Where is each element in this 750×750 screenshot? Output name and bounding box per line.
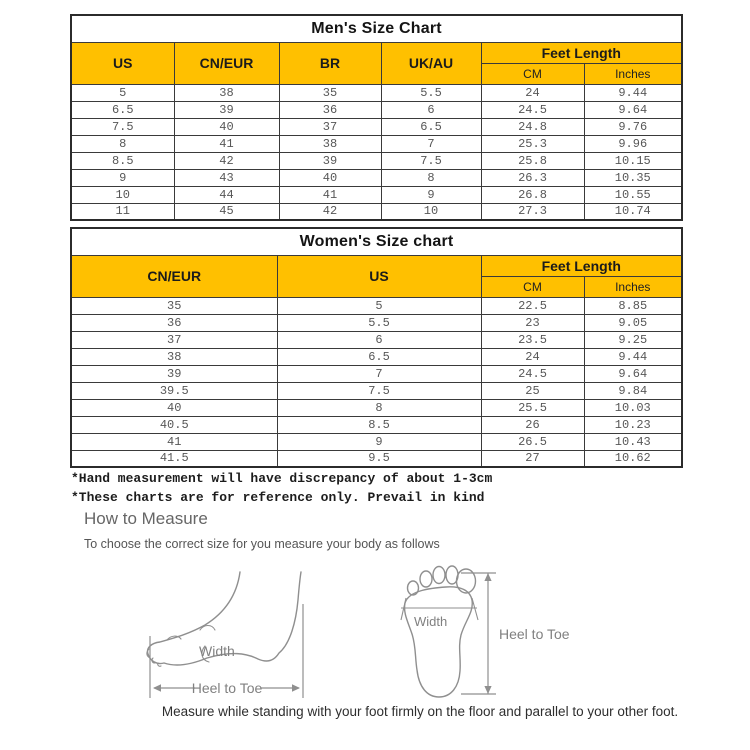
table-cell: 7	[381, 135, 481, 152]
table-cell: 42	[279, 203, 381, 220]
mens-table-row	[71, 135, 682, 152]
table-cell: 25.3	[481, 135, 584, 152]
table-cell: 8.85	[584, 297, 682, 314]
mens-size-table	[70, 14, 683, 221]
col-header-cm: CM	[481, 63, 584, 84]
table-cell: 44	[174, 186, 279, 203]
table-cell: 27	[481, 450, 584, 467]
womens-table-row	[71, 450, 682, 467]
table-cell: 24	[481, 348, 584, 365]
col-header-feet-length: Feet Length	[481, 42, 682, 63]
table-cell: 36	[71, 314, 277, 331]
sole-heel-to-toe-label: Heel to Toe	[499, 626, 570, 642]
col-header-us: US	[277, 255, 481, 297]
table-cell: 9.05	[584, 314, 682, 331]
col-header-feet-length: Feet Length	[481, 255, 682, 276]
col-header-us: US	[71, 42, 174, 84]
table-cell: 35	[279, 84, 381, 101]
table-cell: 40	[279, 169, 381, 186]
table-cell: 9	[381, 186, 481, 203]
table-cell: 45	[174, 203, 279, 220]
table-cell: 10	[381, 203, 481, 220]
table-cell: 5.5	[277, 314, 481, 331]
table-cell: 26.5	[481, 433, 584, 450]
table-cell: 6.5	[277, 348, 481, 365]
measure-instruction-footer: Measure while standing with your foot firmly on the floor and parallel to your other foot.	[161, 704, 679, 719]
table-cell: 10.74	[584, 203, 682, 220]
table-cell: 40.5	[71, 416, 277, 433]
table-cell: 9.76	[584, 118, 682, 135]
womens-table-row	[71, 348, 682, 365]
table-cell: 35	[71, 297, 277, 314]
table-cell: 23.5	[481, 331, 584, 348]
womens-size-table	[70, 227, 683, 468]
table-cell: 23	[481, 314, 584, 331]
table-cell: 9	[277, 433, 481, 450]
table-cell: 41	[174, 135, 279, 152]
table-cell: 38	[71, 348, 277, 365]
table-cell: 42	[174, 152, 279, 169]
mens-table-header-row	[71, 42, 682, 63]
table-cell: 10.03	[584, 399, 682, 416]
table-cell: 26.3	[481, 169, 584, 186]
table-cell: 10.62	[584, 450, 682, 467]
table-cell: 37	[71, 331, 277, 348]
mens-table-row	[71, 152, 682, 169]
table-cell: 9	[71, 169, 174, 186]
table-cell: 41	[71, 433, 277, 450]
foot-sole-view-diagram	[400, 558, 635, 706]
table-cell: 8	[277, 399, 481, 416]
col-header-uk-au: UK/AU	[381, 42, 481, 84]
table-cell: 43	[174, 169, 279, 186]
how-to-measure-subtitle: To choose the correct size for you measure your body as follows	[84, 537, 440, 551]
table-cell: 25.8	[481, 152, 584, 169]
table-cell: 39	[279, 152, 381, 169]
table-cell: 40	[71, 399, 277, 416]
table-cell: 10.23	[584, 416, 682, 433]
table-cell: 6.5	[71, 101, 174, 118]
womens-table-row	[71, 382, 682, 399]
table-cell: 8.5	[277, 416, 481, 433]
mens-table-row	[71, 186, 682, 203]
womens-table-row	[71, 297, 682, 314]
table-cell: 7.5	[381, 152, 481, 169]
table-cell: 9.64	[584, 365, 682, 382]
mens-table-row	[71, 84, 682, 101]
mens-table-row	[71, 203, 682, 220]
mens-table-title: Men's Size Chart	[71, 15, 682, 42]
side-width-label: Width	[199, 643, 235, 659]
womens-table-row	[71, 399, 682, 416]
table-cell: 9.44	[584, 348, 682, 365]
table-cell: 22.5	[481, 297, 584, 314]
table-cell: 9.96	[584, 135, 682, 152]
table-cell: 10.55	[584, 186, 682, 203]
table-cell: 9.84	[584, 382, 682, 399]
table-cell: 7.5	[277, 382, 481, 399]
col-header-br: BR	[279, 42, 381, 84]
womens-table-row	[71, 331, 682, 348]
table-cell: 25.5	[481, 399, 584, 416]
womens-table-title: Women's Size chart	[71, 228, 682, 255]
table-cell: 5	[277, 297, 481, 314]
table-cell: 24.5	[481, 365, 584, 382]
table-cell: 6	[277, 331, 481, 348]
womens-table-header-row	[71, 255, 682, 276]
table-cell: 5	[71, 84, 174, 101]
table-cell: 8	[381, 169, 481, 186]
table-cell: 26.8	[481, 186, 584, 203]
table-cell: 10	[71, 186, 174, 203]
table-cell: 6	[381, 101, 481, 118]
womens-table-row	[71, 433, 682, 450]
notes-block	[71, 469, 492, 507]
mens-table-title-row	[71, 15, 682, 42]
table-cell: 37	[279, 118, 381, 135]
table-cell: 9.44	[584, 84, 682, 101]
table-cell: 39	[71, 365, 277, 382]
table-cell: 24.5	[481, 101, 584, 118]
table-cell: 9.5	[277, 450, 481, 467]
col-header-inches: Inches	[584, 63, 682, 84]
table-cell: 41.5	[71, 450, 277, 467]
how-to-measure-title: How to Measure	[84, 509, 208, 528]
col-header-cm: CM	[481, 276, 584, 297]
table-cell: 24	[481, 84, 584, 101]
col-header-cn-eur: CN/EUR	[174, 42, 279, 84]
table-cell: 8.5	[71, 152, 174, 169]
table-cell: 38	[174, 84, 279, 101]
col-header-inches: Inches	[584, 276, 682, 297]
table-cell: 24.8	[481, 118, 584, 135]
sole-width-label: Width	[414, 614, 448, 629]
table-cell: 40	[174, 118, 279, 135]
table-cell: 9.64	[584, 101, 682, 118]
table-cell: 11	[71, 203, 174, 220]
table-cell: 8	[71, 135, 174, 152]
table-cell: 27.3	[481, 203, 584, 220]
mens-table-row	[71, 101, 682, 118]
table-cell: 26	[481, 416, 584, 433]
table-cell: 39	[174, 101, 279, 118]
table-cell: 5.5	[381, 84, 481, 101]
table-cell: 10.43	[584, 433, 682, 450]
side-heel-to-toe-label: Heel to Toe	[191, 680, 263, 696]
table-cell: 25	[481, 382, 584, 399]
womens-table-row	[71, 416, 682, 433]
col-header-cn-eur: CN/EUR	[71, 255, 277, 297]
womens-table-row	[71, 365, 682, 382]
table-cell: 9.25	[584, 331, 682, 348]
mens-table-row	[71, 169, 682, 186]
table-cell: 10.35	[584, 169, 682, 186]
table-cell: 7	[277, 365, 481, 382]
table-cell: 38	[279, 135, 381, 152]
table-cell: 36	[279, 101, 381, 118]
note-line-1: *Hand measurement will have discrepancy of about 1-3cm	[71, 471, 493, 486]
table-cell: 10.15	[584, 152, 682, 169]
womens-table-title-row	[71, 228, 682, 255]
table-cell: 41	[279, 186, 381, 203]
foot-side-view-diagram	[143, 560, 313, 705]
table-cell: 39.5	[71, 382, 277, 399]
table-cell: 6.5	[381, 118, 481, 135]
note-line-2: *These charts are for reference only. Prevail in kind	[71, 490, 485, 505]
table-cell: 7.5	[71, 118, 174, 135]
mens-table-row	[71, 118, 682, 135]
womens-table-row	[71, 314, 682, 331]
